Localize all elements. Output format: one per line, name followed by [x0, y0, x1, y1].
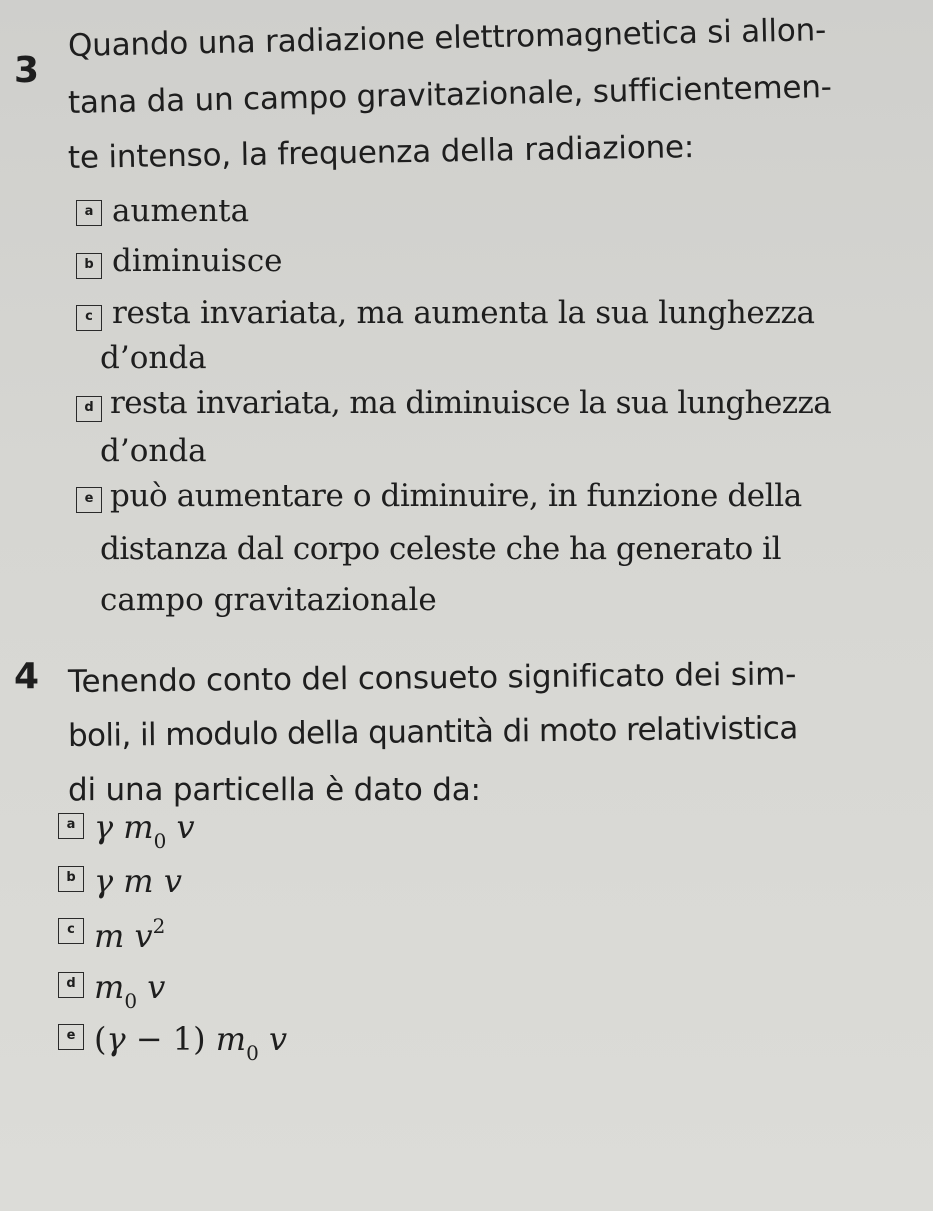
q4-option-d-expression: $m_0$ v — [94, 968, 166, 1013]
q4-option-c-box[interactable]: c — [58, 918, 84, 944]
q4-option-e-expression: (γ − 1) $m_0$ v — [94, 1020, 288, 1065]
question-4-text-line-1: Tenendo conto del consueto significato dei sim- — [67, 656, 797, 700]
q3-option-d-box[interactable]: d — [76, 396, 102, 422]
question-3-number: 3 — [14, 50, 40, 91]
question-4-number: 4 — [14, 656, 40, 697]
q3-option-d-text-line-2: d’onda — [100, 433, 207, 469]
question-3-text-line-1: Quando una radiazione elettromagnetica si allon- — [67, 12, 827, 64]
q3-option-b-box[interactable]: b — [76, 253, 102, 279]
q3-option-d-text-line-1: resta invariata, ma diminuisce la sua lunghezza — [110, 385, 832, 421]
q3-option-e-text-line-2: distanza dal corpo celeste che ha generato il — [100, 531, 782, 567]
q4-option-a-box[interactable]: a — [58, 813, 84, 839]
q3-option-e-text-line-1: può aumentare o diminuire, in funzione della — [110, 478, 802, 514]
question-4-text-line-2: boli, il modulo della quantità di moto relativistica — [67, 710, 798, 754]
q3-option-e-box[interactable]: e — [76, 487, 102, 513]
q4-option-c-expression: m $v^2$ — [94, 914, 166, 955]
question-3-text-line-2: tana da un campo gravitazionale, sufficientemen- — [67, 69, 833, 121]
question-4-text-line-3: di una particella è dato da: — [68, 772, 481, 808]
q4-option-e-box[interactable]: e — [58, 1024, 84, 1050]
q4-option-a-expression: γ $m_0$ v — [94, 808, 195, 853]
q3-option-c-text-line-1: resta invariata, ma aumenta la sua lunghezza — [112, 295, 815, 331]
q3-option-a-text: aumenta — [112, 193, 250, 229]
q4-option-b-expression: γ m v — [94, 862, 182, 900]
q4-option-b-box[interactable]: b — [58, 866, 84, 892]
q3-option-c-text-line-2: d’onda — [100, 340, 207, 376]
question-3-text-line-3: te intenso, la frequenza della radiazione: — [67, 129, 695, 176]
q3-option-c-box[interactable]: c — [76, 305, 102, 331]
q3-option-b-text: diminuisce — [112, 243, 283, 279]
q3-option-e-text-line-3: campo gravitazionale — [100, 582, 437, 618]
q4-option-d-box[interactable]: d — [58, 972, 84, 998]
q3-option-a-box[interactable]: a — [76, 200, 102, 226]
